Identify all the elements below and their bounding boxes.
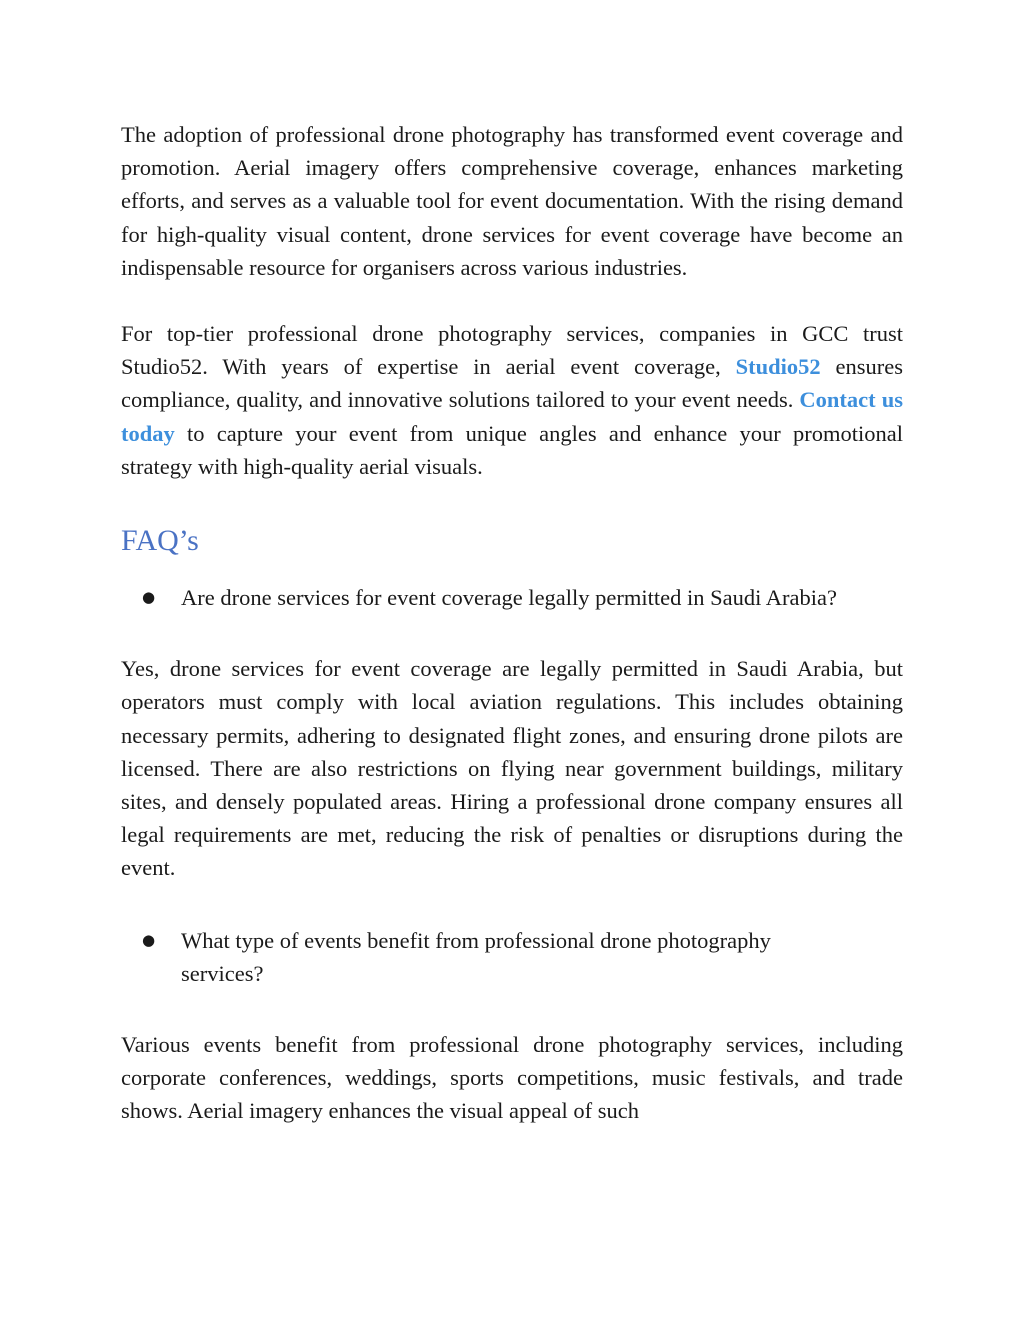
faq-question-list-2: [121, 924, 903, 990]
contact-text-1: For top-tier professional drone photography services, companies in GCC trust Studio52. With years of expertise in aerial event coverage,: [121, 321, 903, 380]
faq-question-item: [121, 581, 841, 614]
contact-text-2: ensures compliance, quality, and innovative solutions tailored to your event needs.: [121, 354, 903, 413]
faq-question-text: What type of events benefit from professional drone photography services?: [181, 927, 771, 986]
contact-us-link[interactable]: Contact us today: [121, 387, 903, 446]
contact-text-3: to capture your event from unique angles and enhance your promotional strategy with high-quality aerial visuals.: [121, 420, 903, 479]
faq-answer: Various events benefit from professional drone photography services, including corporate conferences, weddings, sports competitions, music festivals, and trade shows. Aerial imagery enhances the visual appeal of such: [121, 1032, 903, 1124]
document-page: [121, 118, 903, 1128]
faq-question-text: Are drone services for event coverage legally permitted in Saudi Arabia?: [181, 585, 837, 611]
bullet-icon: ●: [142, 930, 156, 949]
faq-answer: Yes, drone services for event coverage are legally permitted in Saudi Arabia, but operators must comply with local aviation regulations. This includes obtaining necessary permits, adhering to designated flight zones, and ensuring drone pilots are licensed. There are also restrictions on flying near government buildings, military sites, and densely populated areas. Hiring a professional drone company ensures all legal requirements are met, reducing the risk of penalties or disruptions during the event.: [121, 656, 903, 881]
bullet-icon: ●: [142, 588, 156, 607]
contact-paragraph: [121, 317, 903, 483]
faq-heading: FAQ’s: [121, 524, 199, 558]
faq-question-list-1: [121, 581, 903, 614]
faq-question-item: [121, 924, 841, 990]
studio52-link[interactable]: Studio52: [735, 354, 821, 380]
intro-paragraph: The adoption of professional drone photography has transformed event coverage and promotion. Aerial imagery offers comprehensive coverage, enhances marketing efforts, and serves as a valuable tool for event documentation. With the rising demand for high-quality visual content, drone services for event coverage have become an indispensable resource for organisers across various industries.: [121, 122, 903, 280]
